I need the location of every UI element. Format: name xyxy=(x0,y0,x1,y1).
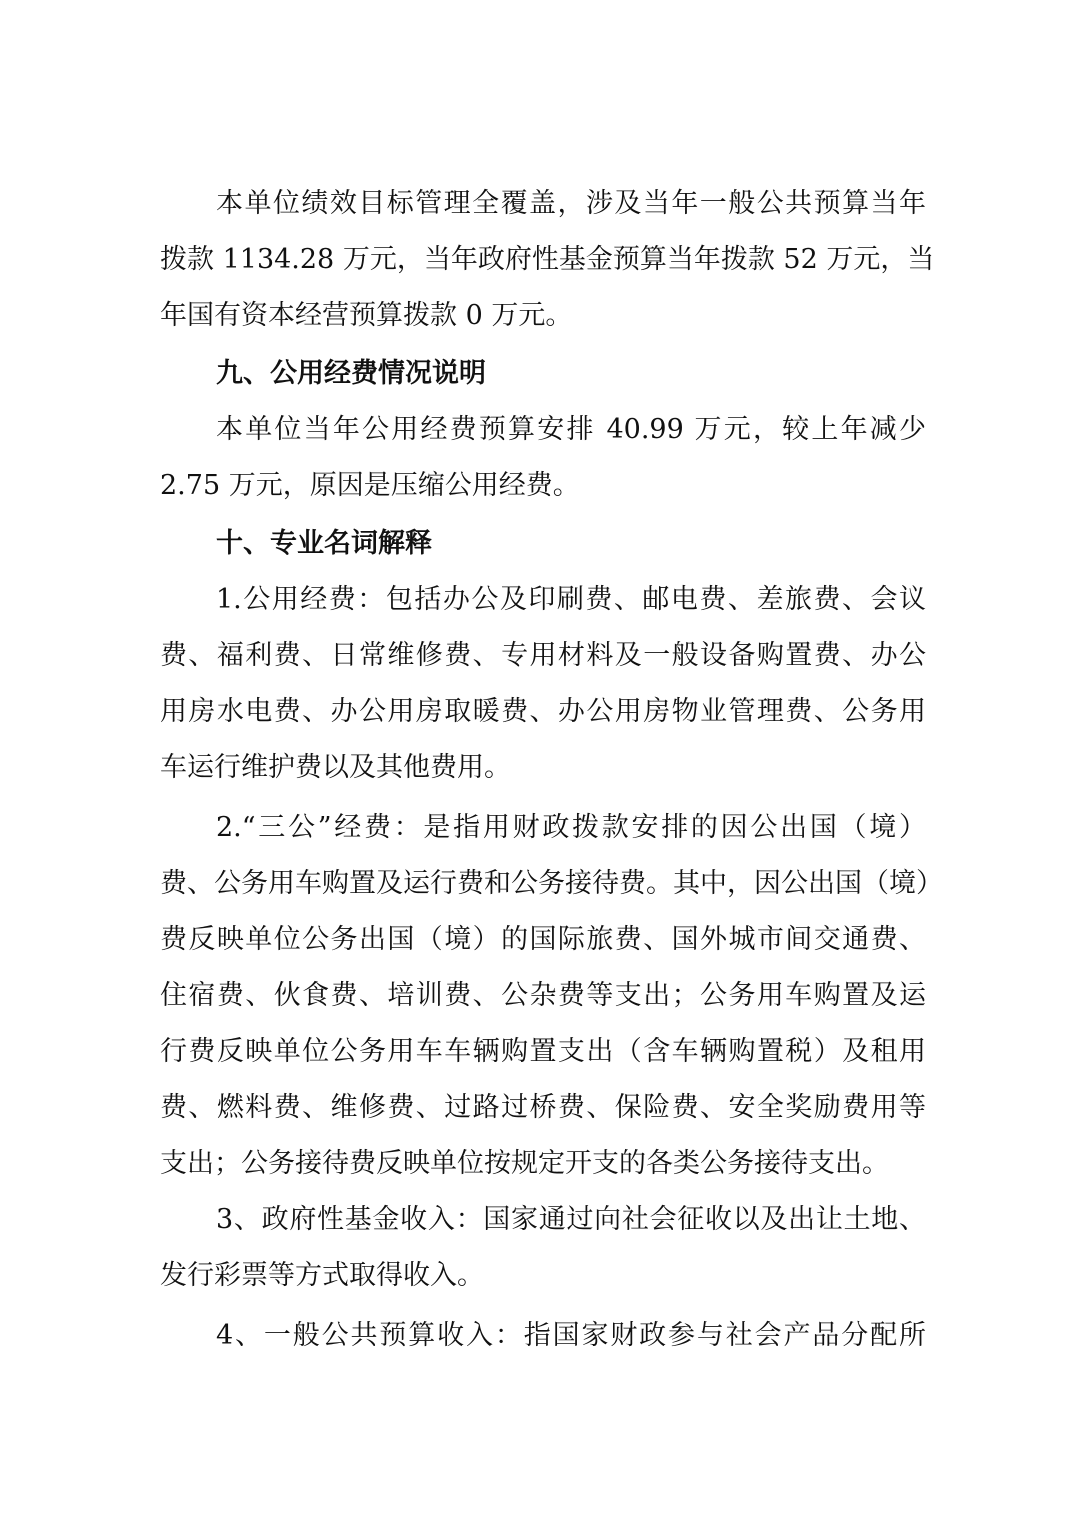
term-1-line: 用房水电费、办公用房取暖费、办公用房物业管理费、公务用 xyxy=(160,696,926,727)
paragraph-line: 2.75 万元，原因是压缩公用经费。 xyxy=(160,470,580,501)
paragraph-line: 本单位当年公用经费预算安排 40.99 万元，较上年减少 xyxy=(216,414,926,445)
term-2-line: 费反映单位公务出国（境）的国际旅费、国外城市间交通费、 xyxy=(160,924,926,955)
term-1-line: 费、福利费、日常维修费、专用材料及一般设备购置费、办公 xyxy=(160,640,926,671)
paragraph-line: 拨款 1134.28 万元，当年政府性基金预算当年拨款 52 万元，当 xyxy=(160,244,935,275)
term-2-line: 费、燃料费、维修费、过路过桥费、保险费、安全奖励费用等 xyxy=(160,1092,926,1123)
term-2-line: 住宿费、伙食费、培训费、公杂费等支出；公务用车购置及运 xyxy=(160,980,926,1011)
term-2-line: 费、公务用车购置及运行费和公务接待费。其中，因公出国（境） xyxy=(160,868,943,899)
term-1-line: 1.公用经费：包括办公及印刷费、邮电费、差旅费、会议 xyxy=(216,584,926,615)
paragraph-line: 年国有资本经营预算拨款 0 万元。 xyxy=(160,300,573,331)
term-1-line: 车运行维护费以及其他费用。 xyxy=(160,752,511,783)
term-3-line: 3、政府性基金收入：国家通过向社会征收以及出让土地、 xyxy=(216,1204,926,1235)
section-heading-10: 十、专业名词解释 xyxy=(216,528,432,559)
term-3-line: 发行彩票等方式取得收入。 xyxy=(160,1260,484,1291)
paragraph-line: 本单位绩效目标管理全覆盖，涉及当年一般公共预算当年 xyxy=(216,188,926,219)
term-2-line: 支出；公务接待费反映单位按规定开支的各类公务接待支出。 xyxy=(160,1148,889,1179)
term-2-line: 行费反映单位公务用车车辆购置支出（含车辆购置税）及租用 xyxy=(160,1036,926,1067)
term-2-line: 2.“三公”经费：是指用财政拨款安排的因公出国（境） xyxy=(216,812,926,843)
section-heading-9: 九、公用经费情况说明 xyxy=(216,358,486,389)
term-4-line: 4、一般公共预算收入：指国家财政参与社会产品分配所 xyxy=(216,1320,926,1351)
